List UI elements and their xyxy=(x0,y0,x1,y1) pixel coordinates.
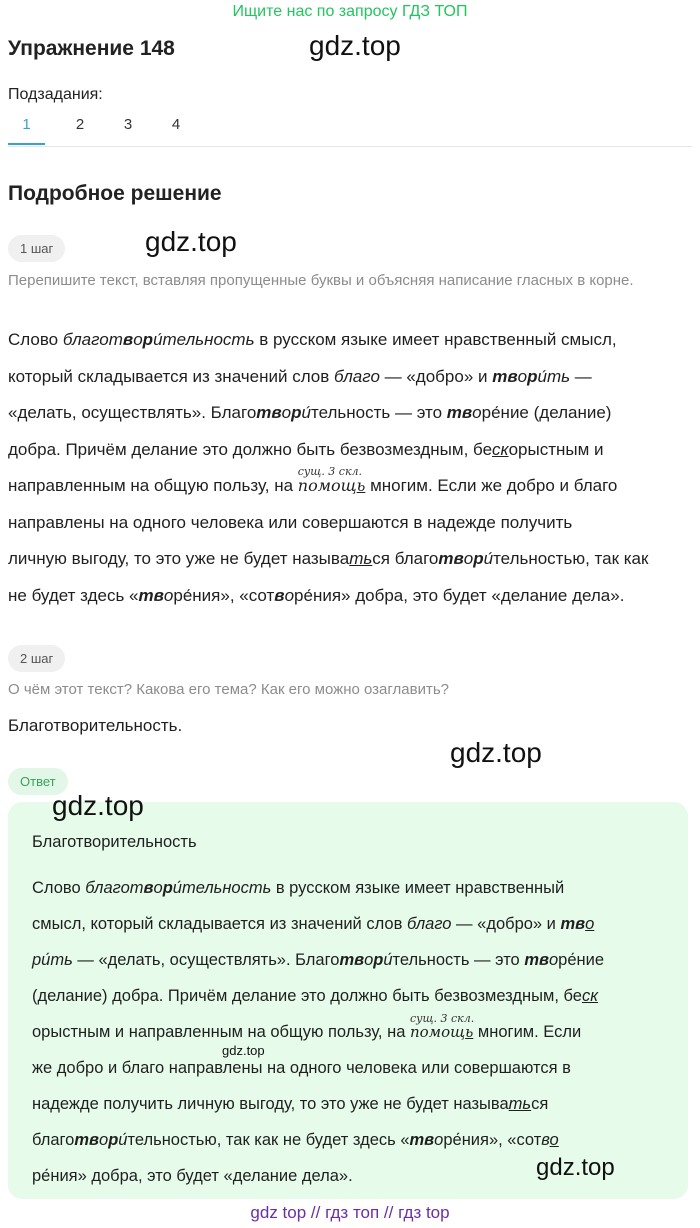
step-1-task: Перепишите текст, вставляя пропущенные буквы и объясняя написание гласных в корне. xyxy=(8,272,634,289)
watermark: gdz.top xyxy=(145,226,237,257)
watermark: gdz.top xyxy=(222,1043,265,1058)
tabs-divider xyxy=(8,146,692,147)
tab-4[interactable]: 4 xyxy=(171,116,181,133)
watermark: gdz.top xyxy=(52,790,144,821)
text-line: надежде получить личную выгоду, то это уже не будет называться xyxy=(32,1095,549,1113)
tab-2[interactable]: 2 xyxy=(75,116,85,133)
answer-heading: Благотворительность xyxy=(32,833,197,851)
answer-text xyxy=(32,870,672,1194)
answer-badge: Ответ xyxy=(8,768,68,795)
step-2-badge: 2 шаг xyxy=(8,645,65,672)
step-2-answer: Благотворительность. xyxy=(8,716,183,735)
text-line: Слово благотвори́тельность в русском языке имеет нравственный xyxy=(32,879,565,897)
grammar-note: сущ. 3 скл. xyxy=(297,465,363,478)
watermark: gdz.top xyxy=(450,737,542,768)
text-line: личную выгоду, то это уже не будет называться благотвори́тельностью, так как xyxy=(8,549,649,568)
text-line: ре́ния» добра, это будет «делание дела». xyxy=(32,1167,353,1185)
text-line: не будет здесь «творе́ния», «сотворе́ния» добра, это будет «делание дела». xyxy=(8,585,625,605)
watermark: gdz.top xyxy=(309,30,401,61)
step-1-solution-text xyxy=(8,322,692,614)
subtask-tabs xyxy=(8,116,200,145)
tab-1[interactable]: 1 xyxy=(8,116,45,145)
text-line: же добро и благо направлены на одного человека или совершаются в xyxy=(32,1059,571,1077)
text-line: направлены на одного человека или совершаются в надежде получить xyxy=(8,512,573,532)
subtasks-label: Подзадания: xyxy=(8,86,103,103)
top-banner[interactable]: Ищите нас по запросу ГДЗ ТОП xyxy=(232,3,468,20)
step-2-task: О чём этот текст? Какова его тема? Как его можно озаглавить? xyxy=(8,681,449,698)
footer-links[interactable]: gdz top // гдз топ // гдз top xyxy=(250,1203,450,1222)
solution-heading: Подробное решение xyxy=(8,182,222,205)
page-title: Упражнение 148 xyxy=(8,37,175,60)
text-line: Слово благотвори́тельность в русском языке имеет нравственный смысл, xyxy=(8,330,617,349)
text-line: ри́ть — «делать, осуществлять». Благотвори́тельность — это творе́ние xyxy=(32,951,605,969)
step-1-badge: 1 шаг xyxy=(8,235,65,262)
watermark: gdz.top xyxy=(536,1154,615,1181)
text-line: смысл, который складывается из значений слов благо — «добро» и тво xyxy=(32,915,595,933)
text-line: направленным на общую пользу, на сущ. 3 скл. помощь многим. Если же добро и благо xyxy=(8,468,692,505)
text-line: который складывается из значений слов благо — «добро» и твори́ть — xyxy=(8,366,592,386)
text-line: добра. Причём делание это должно быть безвозмездным, бескорыстным и xyxy=(8,439,604,459)
text-line: орыстным и направленным на общую пользу, на сущ. 3 скл. помощь многим. Если xyxy=(32,1014,672,1050)
tab-3[interactable]: 3 xyxy=(123,116,133,133)
grammar-note: сущ. 3 скл. xyxy=(409,1012,475,1025)
text-line: благотвори́тельностью, так как не будет здесь «творе́ния», «сотво xyxy=(32,1131,559,1149)
text-line: (делание) добра. Причём делание это должно быть безвозмездным, беск xyxy=(32,987,598,1005)
text-line: «делать, осуществлять». Благотвори́тельность — это творе́ние (делание) xyxy=(8,403,612,422)
